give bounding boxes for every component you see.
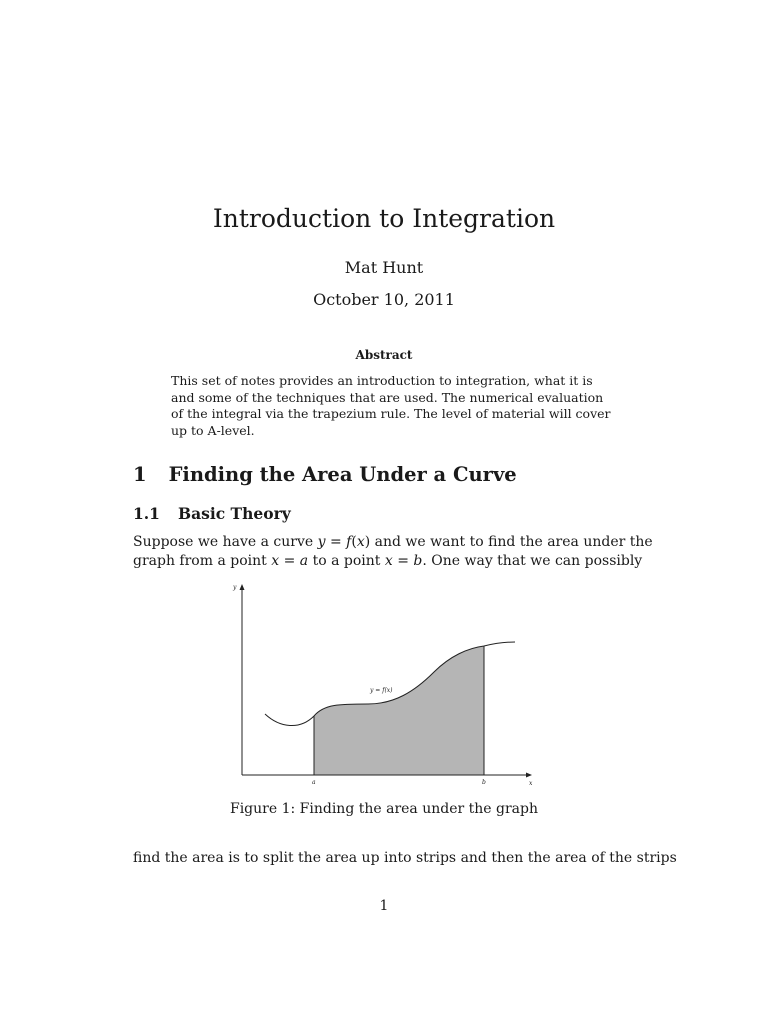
x-axis-label: x: [529, 780, 533, 787]
tick-label-a: a: [312, 779, 316, 786]
text-run: Suppose we have a curve: [133, 534, 318, 550]
text-run: =: [279, 553, 300, 569]
text-run: =: [325, 534, 347, 550]
section-number: 1: [133, 463, 147, 486]
body-paragraph: [133, 533, 653, 571]
text-run: . One way that we can possibly: [422, 553, 643, 569]
math-symbol: f: [346, 534, 352, 550]
paragraph-line: [133, 552, 643, 571]
math-symbol: x: [356, 534, 365, 550]
page-number: 1: [379, 898, 389, 914]
area-under-curve-plot: [228, 580, 538, 790]
abstract-body: [171, 373, 611, 439]
math-symbol: x: [384, 553, 393, 569]
document-date: October 10, 2011: [313, 290, 455, 309]
section-title: Finding the Area Under a Curve: [168, 463, 517, 486]
abstract-line: up to A-level.: [171, 422, 255, 438]
text-run: (: [351, 534, 357, 550]
abstract-line: This set of notes provides an introduction to integration, what it is: [171, 373, 593, 388]
text-run: =: [392, 553, 414, 569]
figure-area-under-curve: [228, 580, 538, 794]
document-title: Introduction to Integration: [212, 204, 556, 233]
math-symbol: b: [413, 553, 423, 569]
y-axis-label: y: [233, 584, 237, 591]
y-axis-arrow: [240, 584, 245, 590]
x-axis-arrow: [526, 773, 532, 778]
body-paragraph: find the area is to split the area up into strips and then the area of the strips: [133, 850, 677, 866]
math-symbol: x: [271, 553, 280, 569]
curve-label: y = f(x): [370, 687, 393, 694]
subsection-heading: [133, 504, 291, 523]
subsection-title: Basic Theory: [177, 504, 291, 523]
shaded-area: [314, 646, 484, 775]
tick-label-b: b: [482, 779, 486, 786]
abstract-line: of the integral via the trapezium rule. The level of material will cover: [171, 406, 611, 421]
figure-caption: Figure 1: Finding the area under the graph: [229, 801, 539, 817]
subsection-number: 1.1: [133, 504, 160, 523]
author-name: Mat Hunt: [344, 258, 424, 277]
abstract-heading: Abstract: [355, 348, 413, 362]
paragraph-line: [133, 533, 653, 552]
section-heading: [133, 463, 517, 486]
text-run: ) and we want to find the area under the: [364, 534, 653, 550]
math-symbol: y: [317, 534, 326, 550]
text-run: graph from a point: [133, 553, 272, 569]
text-run: to a point: [308, 553, 385, 569]
abstract-line: and some of the techniques that are used. The numerical evaluation: [171, 389, 604, 405]
math-symbol: a: [299, 553, 309, 569]
